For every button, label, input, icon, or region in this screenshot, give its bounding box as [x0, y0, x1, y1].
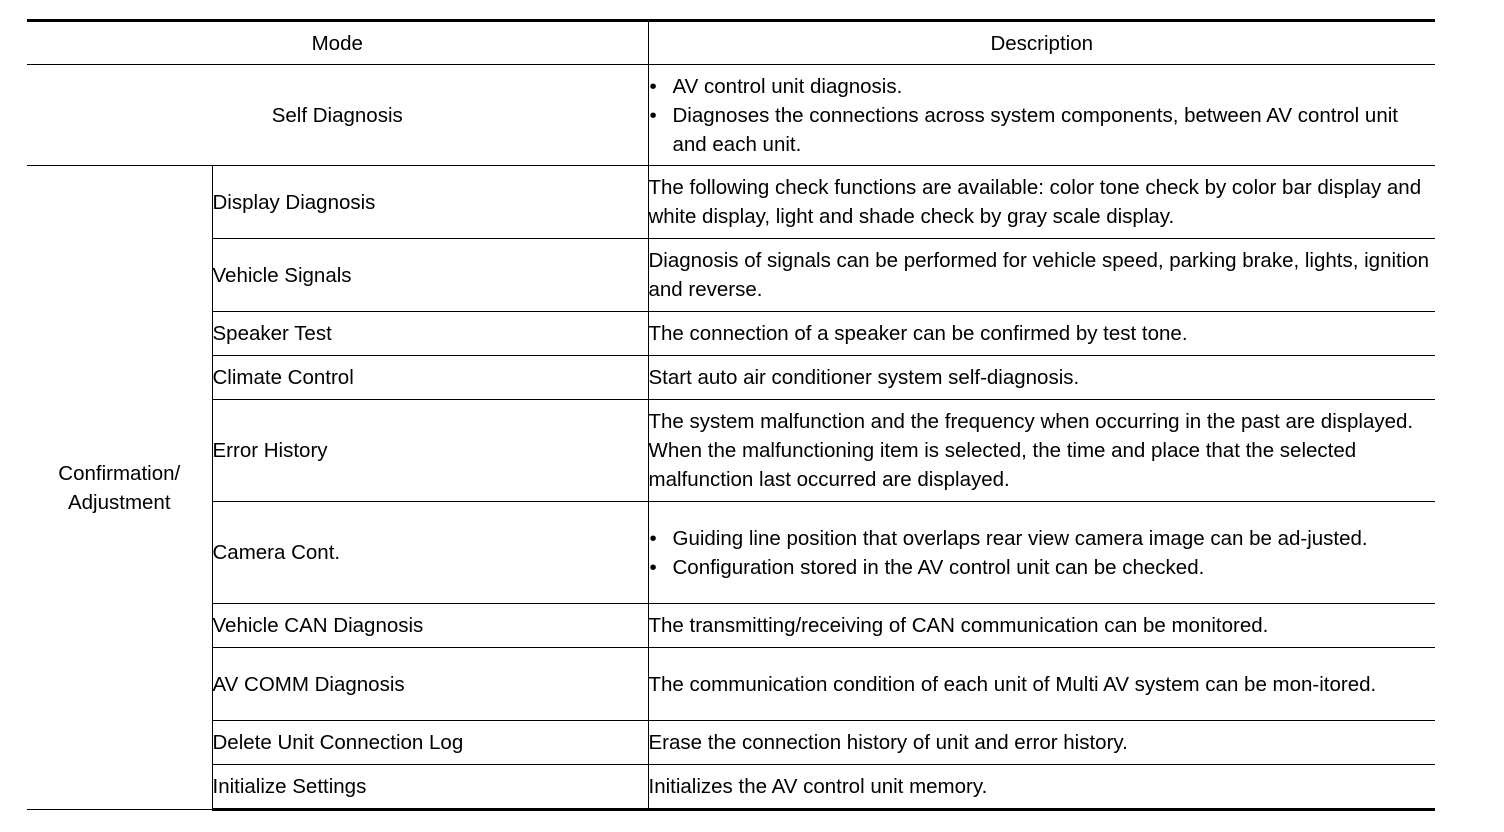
mode-description: The connection of a speaker can be confirmed by test tone. [648, 312, 1435, 356]
table-row-speaker-test [27, 312, 1435, 356]
mode-item: Error History [212, 400, 648, 502]
mode-description: The system malfunction and the frequency when occurring in the past are displayed. When the malfunctioning item is selected, the time and place that the selected malfunction last occurred are displayed. [648, 400, 1435, 502]
bullet-text: Diagnoses the connections across system components, between AV control unit and each unit. [672, 103, 1398, 156]
mode-item: Vehicle CAN Diagnosis [212, 604, 648, 648]
bullet-list [649, 524, 1436, 582]
bullet-list [649, 72, 1436, 159]
mode-item: Display Diagnosis [212, 166, 648, 239]
mode-description: Erase the connection history of unit and error history. [648, 721, 1435, 765]
mode-description: Start auto air conditioner system self-diagnosis. [648, 356, 1435, 400]
description-self-diagnosis [648, 65, 1435, 166]
list-item [649, 553, 1436, 582]
group-label-line1: Confirmation/ [58, 461, 181, 485]
bullet-text: Configuration stored in the AV control unit can be checked. [672, 555, 1205, 579]
mode-item: Delete Unit Connection Log [212, 721, 648, 765]
bullet-text: Guiding line position that overlaps rear view camera image can be ad-justed. [672, 526, 1368, 550]
mode-description-table [27, 19, 1435, 811]
bullet-icon: • [649, 74, 657, 98]
mode-description: The communication condition of each unit of Multi AV system can be mon-itored. [648, 648, 1435, 721]
table-row-delete-unit-connection-log [27, 721, 1435, 765]
list-item [649, 524, 1436, 553]
table-row-vehicle-can-diagnosis [27, 604, 1435, 648]
list-item [649, 72, 1436, 101]
mode-item: Initialize Settings [212, 765, 648, 810]
mode-item: AV COMM Diagnosis [212, 648, 648, 721]
mode-item: Climate Control [212, 356, 648, 400]
mode-description [648, 502, 1435, 604]
mode-self-diagnosis: Self Diagnosis [27, 65, 648, 166]
mode-item: Speaker Test [212, 312, 648, 356]
table-row-display-diagnosis [27, 166, 1435, 239]
table-row-climate-control [27, 356, 1435, 400]
table-row-initialize-settings [27, 765, 1435, 810]
mode-description: Initializes the AV control unit memory. [648, 765, 1435, 810]
table-row-error-history [27, 400, 1435, 502]
mode-item: Camera Cont. [212, 502, 648, 604]
header-description: Description [648, 21, 1435, 65]
bullet-icon: • [649, 526, 657, 550]
bullet-icon: • [649, 103, 657, 127]
header-mode: Mode [27, 21, 648, 65]
list-item [649, 101, 1436, 159]
bullet-icon: • [649, 555, 657, 579]
table-row-vehicle-signals [27, 239, 1435, 312]
header-row [27, 21, 1435, 65]
mode-description: The following check functions are available: color tone check by color bar display and white display, light and shade check by gray scale display. [648, 166, 1435, 239]
mode-item: Vehicle Signals [212, 239, 648, 312]
table-row-av-comm-diagnosis [27, 648, 1435, 721]
group-label-confirmation-adjustment [27, 166, 212, 810]
group-label-line2: Adjustment [67, 490, 171, 514]
mode-description: Diagnosis of signals can be performed for vehicle speed, parking brake, lights, ignition and reverse. [648, 239, 1435, 312]
table-row-camera-cont [27, 502, 1435, 604]
bullet-text: AV control unit diagnosis. [672, 74, 903, 98]
mode-description: The transmitting/receiving of CAN communication can be monitored. [648, 604, 1435, 648]
table-row-self-diagnosis [27, 65, 1435, 166]
